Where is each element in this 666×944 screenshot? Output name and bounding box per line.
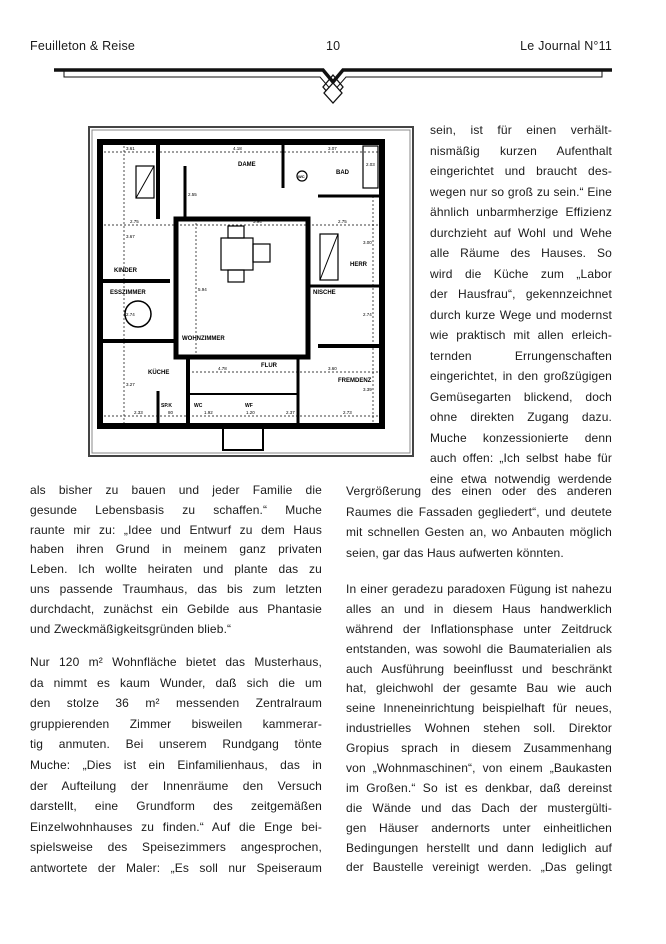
text-line: haben ihren Grund in meinem ganz privaten [30, 542, 322, 557]
dimension-label: 3.94 [253, 219, 262, 224]
text-line: der Hausfrau“, gekennzeichnet [430, 287, 612, 301]
dimension-label: 2.73 [343, 410, 352, 415]
text-paragraph-left-1 [30, 481, 322, 639]
room-label: ESSZIMMER [110, 290, 146, 296]
text-line: In einer geradezu paradoxen Fügung ist nahezu [346, 582, 612, 596]
text-line: Vergrößerung des einen oder des anderen [346, 484, 612, 498]
dimension-label: 3.27 [126, 382, 135, 387]
dimension-label: 2.55 [188, 192, 197, 197]
text-line: den stolze 36 m² messenden Zentralraum [30, 696, 322, 711]
dimension-label: 2.03 [366, 162, 375, 167]
text-line: Bedingungen herstellt und dann lediglich auf [346, 840, 612, 855]
room-label: WC [298, 174, 305, 179]
dimension-label: 3.60 [328, 366, 337, 371]
text-paragraph-right-1 [346, 481, 612, 563]
dimension-label: 3.67 [126, 234, 135, 239]
room-label: NISCHE [313, 290, 336, 296]
text-line: Gropius sprach in diesem Zusammenhang [346, 741, 612, 756]
text-line: da nimmt es kaum Wunder, daß sich die um [30, 675, 322, 690]
room-label: DAME [238, 162, 256, 168]
text-line: wie praktisch mit allen erleich- [430, 328, 612, 342]
text-line: nismäßig kurzen Aufenthalt [430, 143, 612, 158]
text-line: Raumes die Fassaden gegliedert“, und deutete [346, 504, 612, 519]
dimension-label: 2.37 [286, 410, 295, 415]
room-label: WF [245, 403, 253, 409]
text-line: mit schnellen Gesten an, wo Anbauten möglich [346, 525, 612, 539]
text-line: raunte mir zu: „Idee und Entwurf zu dem Haus [30, 522, 322, 537]
text-line: tig anmuten. Bei unserem Rundgang tönte [30, 737, 322, 752]
text-line: alle Räume des Hauses. So [430, 246, 612, 260]
text-line: entstanden, was sowohl die Baumaterialien als [346, 641, 612, 656]
room-label: SP.K [161, 403, 173, 409]
text-line: gen Häuser andernorts unter einheitlichen [346, 820, 612, 835]
text-line: sein, ist für einen verhält- [430, 123, 612, 137]
text-line: seien, gar das Haus aufwerten könnten. [346, 545, 564, 560]
dimension-label: 5.94 [198, 287, 207, 292]
text-line: Muche konzessionierte denn [430, 430, 612, 445]
room-label: KÜCHE [148, 370, 170, 376]
text-line: als bisher zu bauen und jeder Familie die [30, 483, 322, 497]
publication-title: Le Journal N°11 [520, 39, 612, 53]
dimension-label: 4.78 [218, 366, 227, 371]
text-line: Gemüsegarten blickend, doch [430, 389, 612, 404]
dimension-label: 4.18 [233, 146, 242, 151]
dimension-label: 1.92 [204, 410, 213, 415]
text-line: durch kurze Wege und modernst [430, 307, 612, 322]
text-line: von „Wohnmaschinen“, von einem „Baukasten [346, 761, 612, 776]
room-label: HERR [350, 262, 368, 268]
text-paragraph-left-2 [30, 652, 322, 879]
text-line: wird die Küche zum „Labor [430, 266, 612, 281]
dimension-label: 2.33 [134, 410, 143, 415]
room-label: WOHNZIMMER [182, 336, 225, 342]
text-column-right-top [430, 120, 612, 489]
text-line: die Wände und das Dach der mustergülti- [346, 800, 612, 815]
text-line: gesunde Lebensbasis zu schaffen.“ Muche [30, 502, 322, 517]
text-line: gruppierenden Zimmer bisweilen kammerar- [30, 716, 322, 731]
text-line: Einzelwohnhauses zu finden.“ Auf die Enge bei- [30, 819, 322, 834]
dimension-label: 2.75 [338, 219, 347, 224]
room-label: KINDER [114, 268, 138, 274]
page-number: 10 [326, 39, 341, 53]
text-line: seine Inneneinrichtung beispielhaft für neues, [346, 701, 612, 716]
dimension-label: 2.74 [363, 312, 372, 317]
text-line: während der Inflationsphase unter Zeitdruck [346, 621, 612, 636]
text-line: ähnlich unbarmherzige Effizienz [430, 205, 612, 219]
text-line: industrielles Wohnen stehen soll. Direktor [346, 721, 612, 736]
text-line: hat, gleichwohl der gesamte Bau wie auch [346, 681, 612, 696]
text-line: eine etwa notwendig werdende [430, 471, 612, 486]
text-line: ohne direkten Zugang dazu. [430, 410, 612, 424]
text-line: durchzieht auf Wohl und Wehe [430, 225, 612, 240]
room-label: FREMDENZ [338, 378, 372, 384]
text-line: auch offen: „Ich selbst habe für [430, 451, 612, 465]
room-label: WC [194, 403, 203, 409]
text-line: Muche: „Dies ist ein Einfamilienhaus, das in [30, 757, 322, 772]
room-label: FLUR [261, 363, 277, 369]
dimension-label: 3.39 [363, 387, 372, 392]
floor-plan-figure [88, 126, 414, 457]
text-line: der Baustelle vereinigt werden. „Das gelingt [346, 860, 612, 875]
header-ornament-rule [0, 60, 666, 110]
text-line: durchdacht, zunächst ein Gebilde aus Phantasie [30, 601, 322, 616]
text-line: wegen nur so groß zu sein.“ Eine [430, 184, 612, 199]
text-line: uns passende Traumhaus, das bis zum letzten [30, 581, 322, 596]
dimension-label: 1.20 [246, 410, 255, 415]
text-paragraph-right-2 [346, 580, 612, 878]
text-line: auch Ausführung beeinflusst und beschränkt [346, 661, 612, 676]
dimension-label: 3.00 [363, 240, 372, 245]
text-line: antwortete der Maler: „Es soll nur Speiseraum [30, 860, 322, 875]
text-line: eingerichtet und braucht des- [430, 164, 612, 178]
text-line: ternden Errungenschaften [430, 348, 612, 363]
text-line: Leben. Ich wollte heiraten und plante das zu [30, 562, 322, 577]
text-line: alles an und in diesem Haus handwerklich [346, 601, 612, 616]
section-title: Feuilleton & Reise [30, 39, 136, 53]
text-line: spielsweise des Speisezimmers angesprochen, [30, 840, 322, 855]
dimension-label: 3.61 [126, 146, 135, 151]
text-line: und Zweckmäßigkeitsgründen blieb.“ [30, 621, 232, 636]
text-line: darstellt, eine Grundform des zeitgemäßen [30, 799, 322, 814]
text-line: Nur 120 m² Wohnfläche bietet das Musterhaus, [30, 655, 322, 669]
text-line: eingerichtet, in den großzügigen [430, 369, 612, 383]
dimension-label: 3.07 [328, 146, 337, 151]
dimension-label: 80 [168, 410, 174, 415]
text-line: der Aufteilung der Innenräume den Versuch [30, 778, 322, 793]
room-label: BAD [336, 170, 349, 176]
text-line: im Großen.“ So ist es denkbar, daß dereinst [346, 780, 612, 795]
dimension-label: 2.74 [126, 312, 135, 317]
dimension-label: 2.75 [130, 219, 139, 224]
